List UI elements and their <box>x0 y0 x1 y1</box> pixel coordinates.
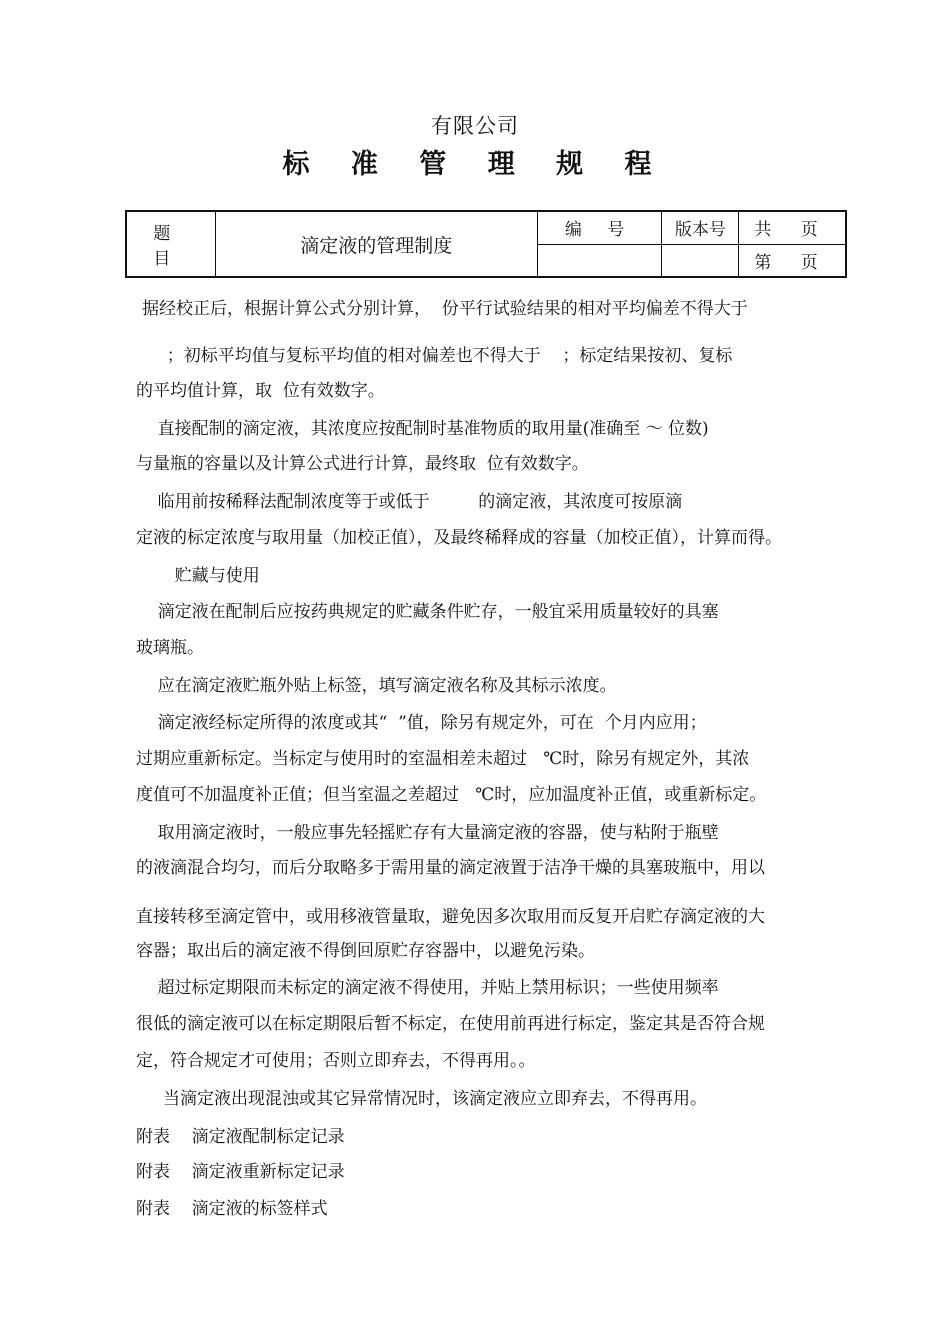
body-line: 的平均值计算，取 位有效数字。 <box>136 381 385 401</box>
appendix-item: 附表 滴定液的标签样式 <box>136 1199 328 1219</box>
company-name: 有限公司 <box>431 114 519 138</box>
body-line: 应在滴定液贮瓶外贴上标签，填写滴定液名称及其标示浓度。 <box>136 676 617 696</box>
body-line: 取用滴定液时，一般应事先轻摇贮存有大量滴定液的容器，使与粘附于瓶壁 <box>136 823 719 843</box>
body-line: 直接配制的滴定液，其浓度应按配制时基准物质的取用量(准确至 ～ 位数) <box>136 419 709 439</box>
page-number-label: 第 页 <box>739 244 846 277</box>
appendix-item: 附表 滴定液重新标定记录 <box>136 1162 345 1182</box>
body-line: ；初标平均值与复标平均值的相对偏差也不得大于 ；标定结果按初、复标 <box>156 346 733 366</box>
body-line: 与量瓶的容量以及计算公式进行计算，最终取 位有效数字。 <box>136 454 589 474</box>
document-number-value <box>537 244 662 277</box>
body-line: 定液的标定浓度与取用量（加校正值），及最终稀释成的容量（加校正值），计算而得。 <box>136 528 782 548</box>
body-line: 超过标定期限而未标定的滴定液不得使用，并贴上禁用标识；一些使用频率 <box>136 978 719 998</box>
body-line: 滴定液经标定所得的浓度或其“ ”值，除另有规定外，可在 个月内应用； <box>136 713 707 733</box>
version-value <box>662 244 739 277</box>
document-title: 标 准 管 理 规 程 <box>282 149 668 180</box>
body-line: 临用前按稀释法配制浓度等于或低于 的滴定液，其浓度可按原滴 <box>136 492 683 512</box>
body-line: 度值可不加温度补正值；但当室温之差超过 ℃时，应加温度补正值，或重新标定。 <box>136 785 767 805</box>
section-heading: 贮藏与使用 <box>164 566 260 586</box>
body-line: 过期应重新标定。当标定与使用时的室温相差未超过 ℃时，除另有规定外，其浓 <box>136 749 750 769</box>
body-line: 很低的滴定液可以在标定期限后暂不标定，在使用前再进行标定，鉴定其是否符合规 <box>136 1014 765 1034</box>
document-info-table <box>125 210 847 278</box>
version-label: 版本号 <box>662 211 739 244</box>
topic-value: 滴定液的管理制度 <box>215 211 537 277</box>
document-number-label: 编 号 <box>537 211 662 244</box>
body-line: 直接转移至滴定管中，或用移液管量取，避免因多次取用而反复开启贮存滴定液的大 <box>136 907 765 927</box>
body-line: 当滴定液出现混浊或其它异常情况时，该滴定液应立即弃去，不得再用。 <box>136 1089 708 1109</box>
body-line: 容器；取出后的滴定液不得倒回原贮存容器中，以避免污染。 <box>136 941 595 961</box>
appendix-item: 附表 滴定液配制标定记录 <box>136 1127 345 1147</box>
total-pages-label: 共 页 <box>739 211 846 244</box>
body-line: 定，符合规定才可使用；否则立即弃去，不得再用。。 <box>136 1051 536 1071</box>
body-line: 玻璃瓶。 <box>136 638 204 658</box>
body-line: 滴定液在配制后应按药典规定的贮藏条件贮存，一般宜采用质量较好的具塞 <box>136 602 719 622</box>
body-line: 的液滴混合均匀，而后分取略多于需用量的滴定液置于洁净干燥的具塞玻瓶中，用以 <box>136 858 765 878</box>
topic-label: 题 目 <box>126 211 215 277</box>
body-line: 据经校正后，根据计算公式分别计算， 份平行试验结果的相对平均偏差不得大于 <box>142 299 748 319</box>
